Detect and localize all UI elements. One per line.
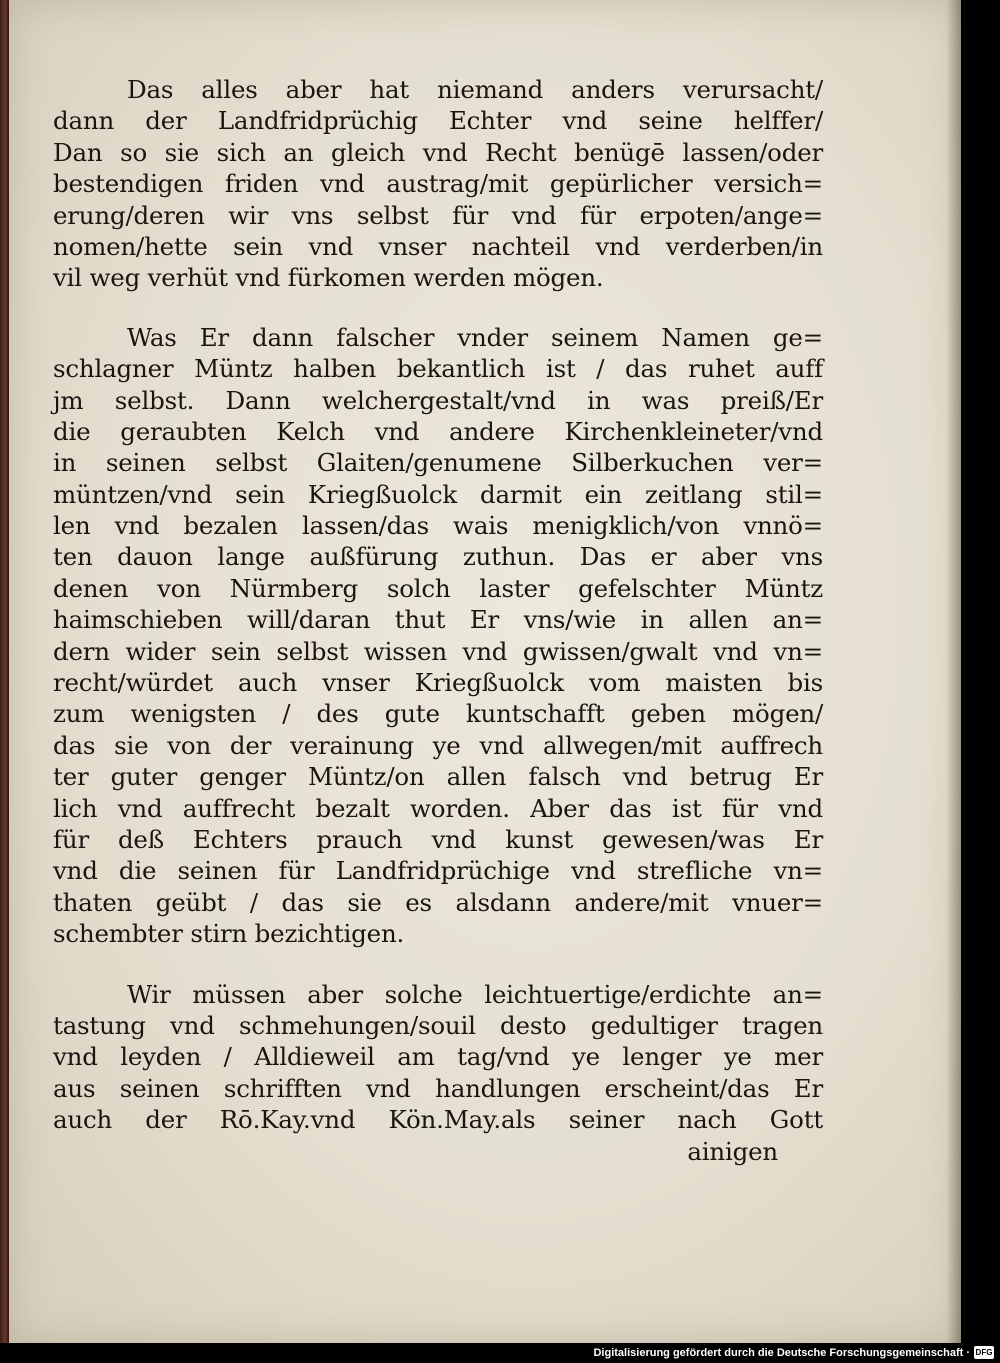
paragraph-2 [53,322,823,950]
text-line: in seinen selbst Glaiten/genumene Silberkuchen ver= [53,448,823,478]
paragraph-1 [53,74,823,294]
text-line: schlagner Müntz halben bekantlich ist / das ruhet auff [53,354,823,384]
text-line: Was Er dann falscher vnder seinem Namen ge= [127,322,823,352]
text-line: Das alles aber hat niemand anders verursacht/ [127,75,823,104]
text-line: die geraubten Kelch vnd andere Kirchenkleineter/vnd [53,416,823,446]
text-line: recht/würdet auch vnser Kriegßuolck vom maisten bis [53,668,823,698]
catchword: ainigen [687,1136,778,1166]
text-line: vnd die seinen für Landfridprüchige vnd strefliche vn= [53,856,823,886]
text-line: tastung vnd schmehungen/souil desto gedultiger tragen [53,1010,823,1040]
text-line: auch der Rō.Kay.vnd Kön.May.als seiner nach Gott [53,1105,823,1135]
text-line: jm selbst. Dann welchergestalt/vnd in was preiß/Er [53,385,823,415]
page-edge-shadow [946,0,961,1343]
text-line: ten dauon lange außfürung zuthun. Das er aber vns [53,542,823,572]
text-line: schembter stirn bezichtigen. [53,919,405,949]
text-line: zum wenigsten / des gute kuntschafft geben mögen/ [53,699,823,729]
text-line: nomen/hette sein vnd vnser nachteil vnd verderben/in [53,231,823,261]
text-line: vil weg verhüt vnd fürkomen werden mögen. [53,263,604,293]
text-line: thaten geübt / das sie es alsdann andere/mit vnuer= [53,887,823,917]
text-line: dann der Landfridprüchig Echter vnd seine helffer/ [53,106,823,136]
text-line: ter guter genger Müntz/on allen falsch vnd betrug Er [53,762,823,792]
text-line: Wir müssen aber solche leichtuertige/erdichte an= [127,979,823,1009]
page-text [53,74,823,1167]
book-page [9,0,961,1343]
funding-notice: Digitalisierung gefördert durch die Deutsche Forschungsgemeinschaft · [593,1347,970,1359]
text-line: dern wider sein selbst wissen vnd gwissen/gwalt vnd vn= [53,636,823,666]
text-line: aus seinen schrifften vnd handlungen erscheint/das Er [53,1073,823,1103]
text-line: denen von Nürmberg solch laster gefelschter Müntz [53,573,823,603]
paragraph-3 [53,979,823,1167]
text-line: Dan so sie sich an gleich vnd Recht benügē lassen/oder [53,137,823,167]
text-line: bestendigen friden vnd austrag/mit gepürlicher versich= [53,169,823,199]
text-line: haimschieben will/daran thut Er vns/wie in allen an= [53,605,823,635]
footer-bar [0,1343,1000,1363]
text-line: erung/deren wir vns selbst für vnd für erpoten/ange= [53,200,823,230]
dfg-logo-icon: DFG [975,1348,993,1357]
text-line: für deß Echters prauch vnd kunst gewesen/was Er [53,824,823,854]
text-line: len vnd bezalen lassen/das wais menigklich/von vnnö= [53,511,823,541]
text-line: vnd leyden / Alldieweil am tag/vnd ye lenger ye mer [53,1042,823,1072]
text-line: lich vnd auffrecht bezalt worden. Aber das ist für vnd [53,793,823,823]
text-line: das sie von der verainung ye vnd allwegen/mit auffrech [53,730,823,760]
book-edge [0,0,9,1343]
text-line: müntzen/vnd sein Kriegßuolck darmit ein zeitlang stil= [53,479,823,509]
